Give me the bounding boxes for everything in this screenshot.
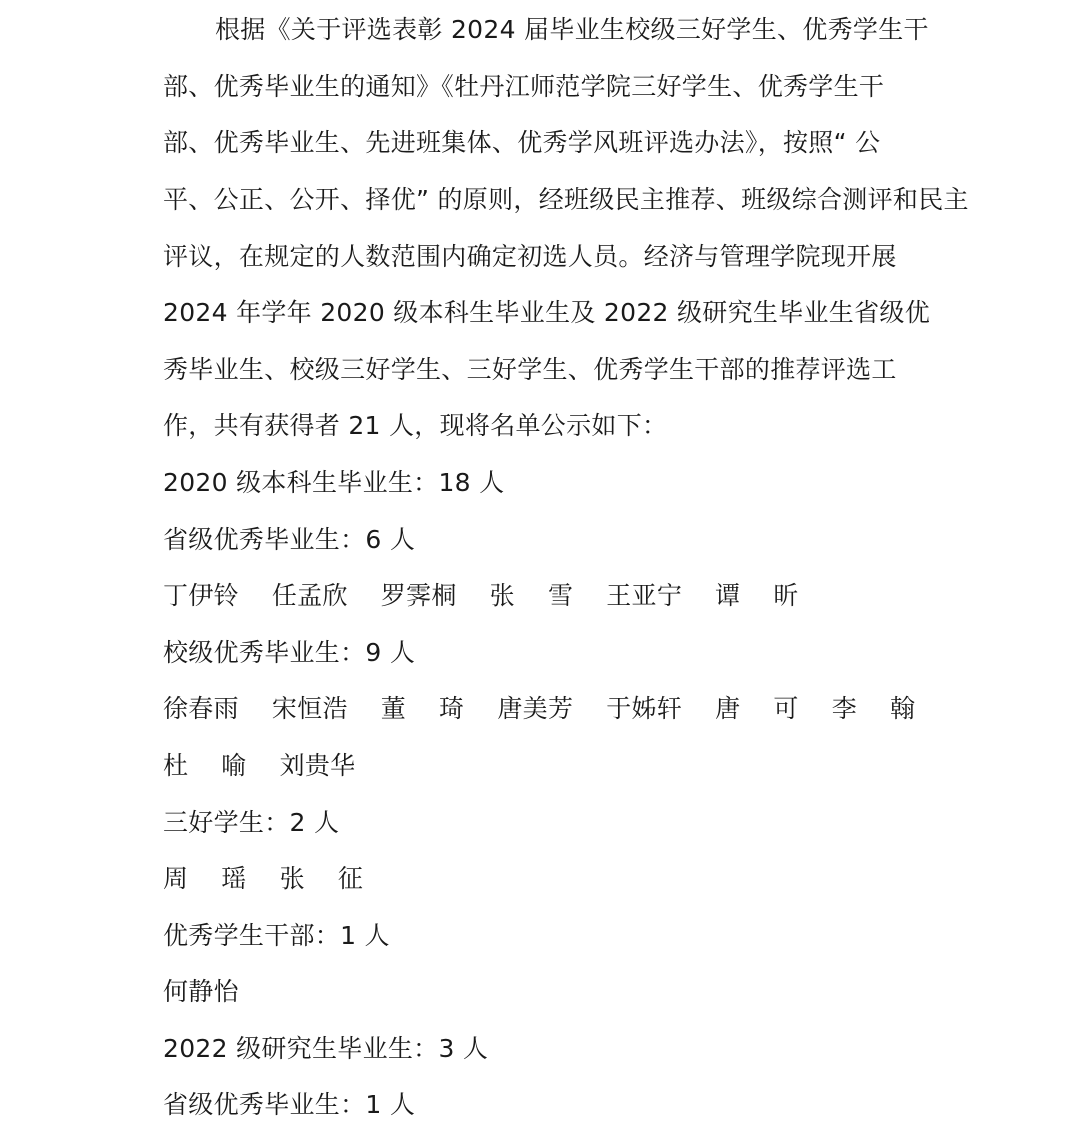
paragraph-line-4: 平、公正、公开、择优” 的原则，经班级民主推荐、班级综合测评和民主	[163, 185, 969, 214]
paragraph-line-7: 秀毕业生、校级三好学生、三好学生、优秀学生干部的推荐评选工	[163, 355, 897, 384]
school-names-line-1: 徐春雨 宋恒浩 董 琦 唐美芳 于姊轩 唐 可 李 翰	[163, 694, 916, 723]
paragraph-line-6: 2024 年学年 2020 级本科生毕业生及 2022 级研究生毕业生省级优	[163, 298, 931, 327]
paragraph-line-3: 部、优秀毕业生、先进班集体、优秀学风班评选办法》，按照“ 公	[163, 128, 881, 157]
cadre-names: 何静怡	[163, 977, 239, 1006]
school-names-line-2: 杜 喻 刘贵华	[163, 751, 356, 780]
paragraph-line-8: 作，共有获得者 21 人，现将名单公示如下：	[163, 411, 668, 440]
provincial-heading: 省级优秀毕业生：6 人	[163, 525, 416, 554]
provincial-2022-heading: 省级优秀毕业生：1 人	[163, 1090, 416, 1119]
paragraph-line-2: 部、优秀毕业生的通知》《牡丹江师范学院三好学生、优秀学生干	[163, 72, 885, 101]
paragraph-line-5: 评议，在规定的人数范围内确定初选人员。经济与管理学院现开展	[163, 242, 897, 271]
cadre-heading: 优秀学生干部：1 人	[163, 921, 390, 950]
three-good-heading: 三好学生：2 人	[163, 808, 340, 837]
paragraph-line-1: 根据《关于评选表彰 2024 届毕业生校级三好学生、优秀学生干	[215, 15, 929, 44]
group-2020-heading: 2020 级本科生毕业生：18 人	[163, 468, 505, 497]
group-2022-heading: 2022 级研究生毕业生：3 人	[163, 1034, 489, 1063]
three-good-names: 周 瑶 张 征	[163, 864, 364, 893]
school-heading: 校级优秀毕业生：9 人	[163, 638, 416, 667]
provincial-names: 丁伊铃 任孟欣 罗霁桐 张 雪 王亚宁 谭 昕	[163, 581, 799, 610]
